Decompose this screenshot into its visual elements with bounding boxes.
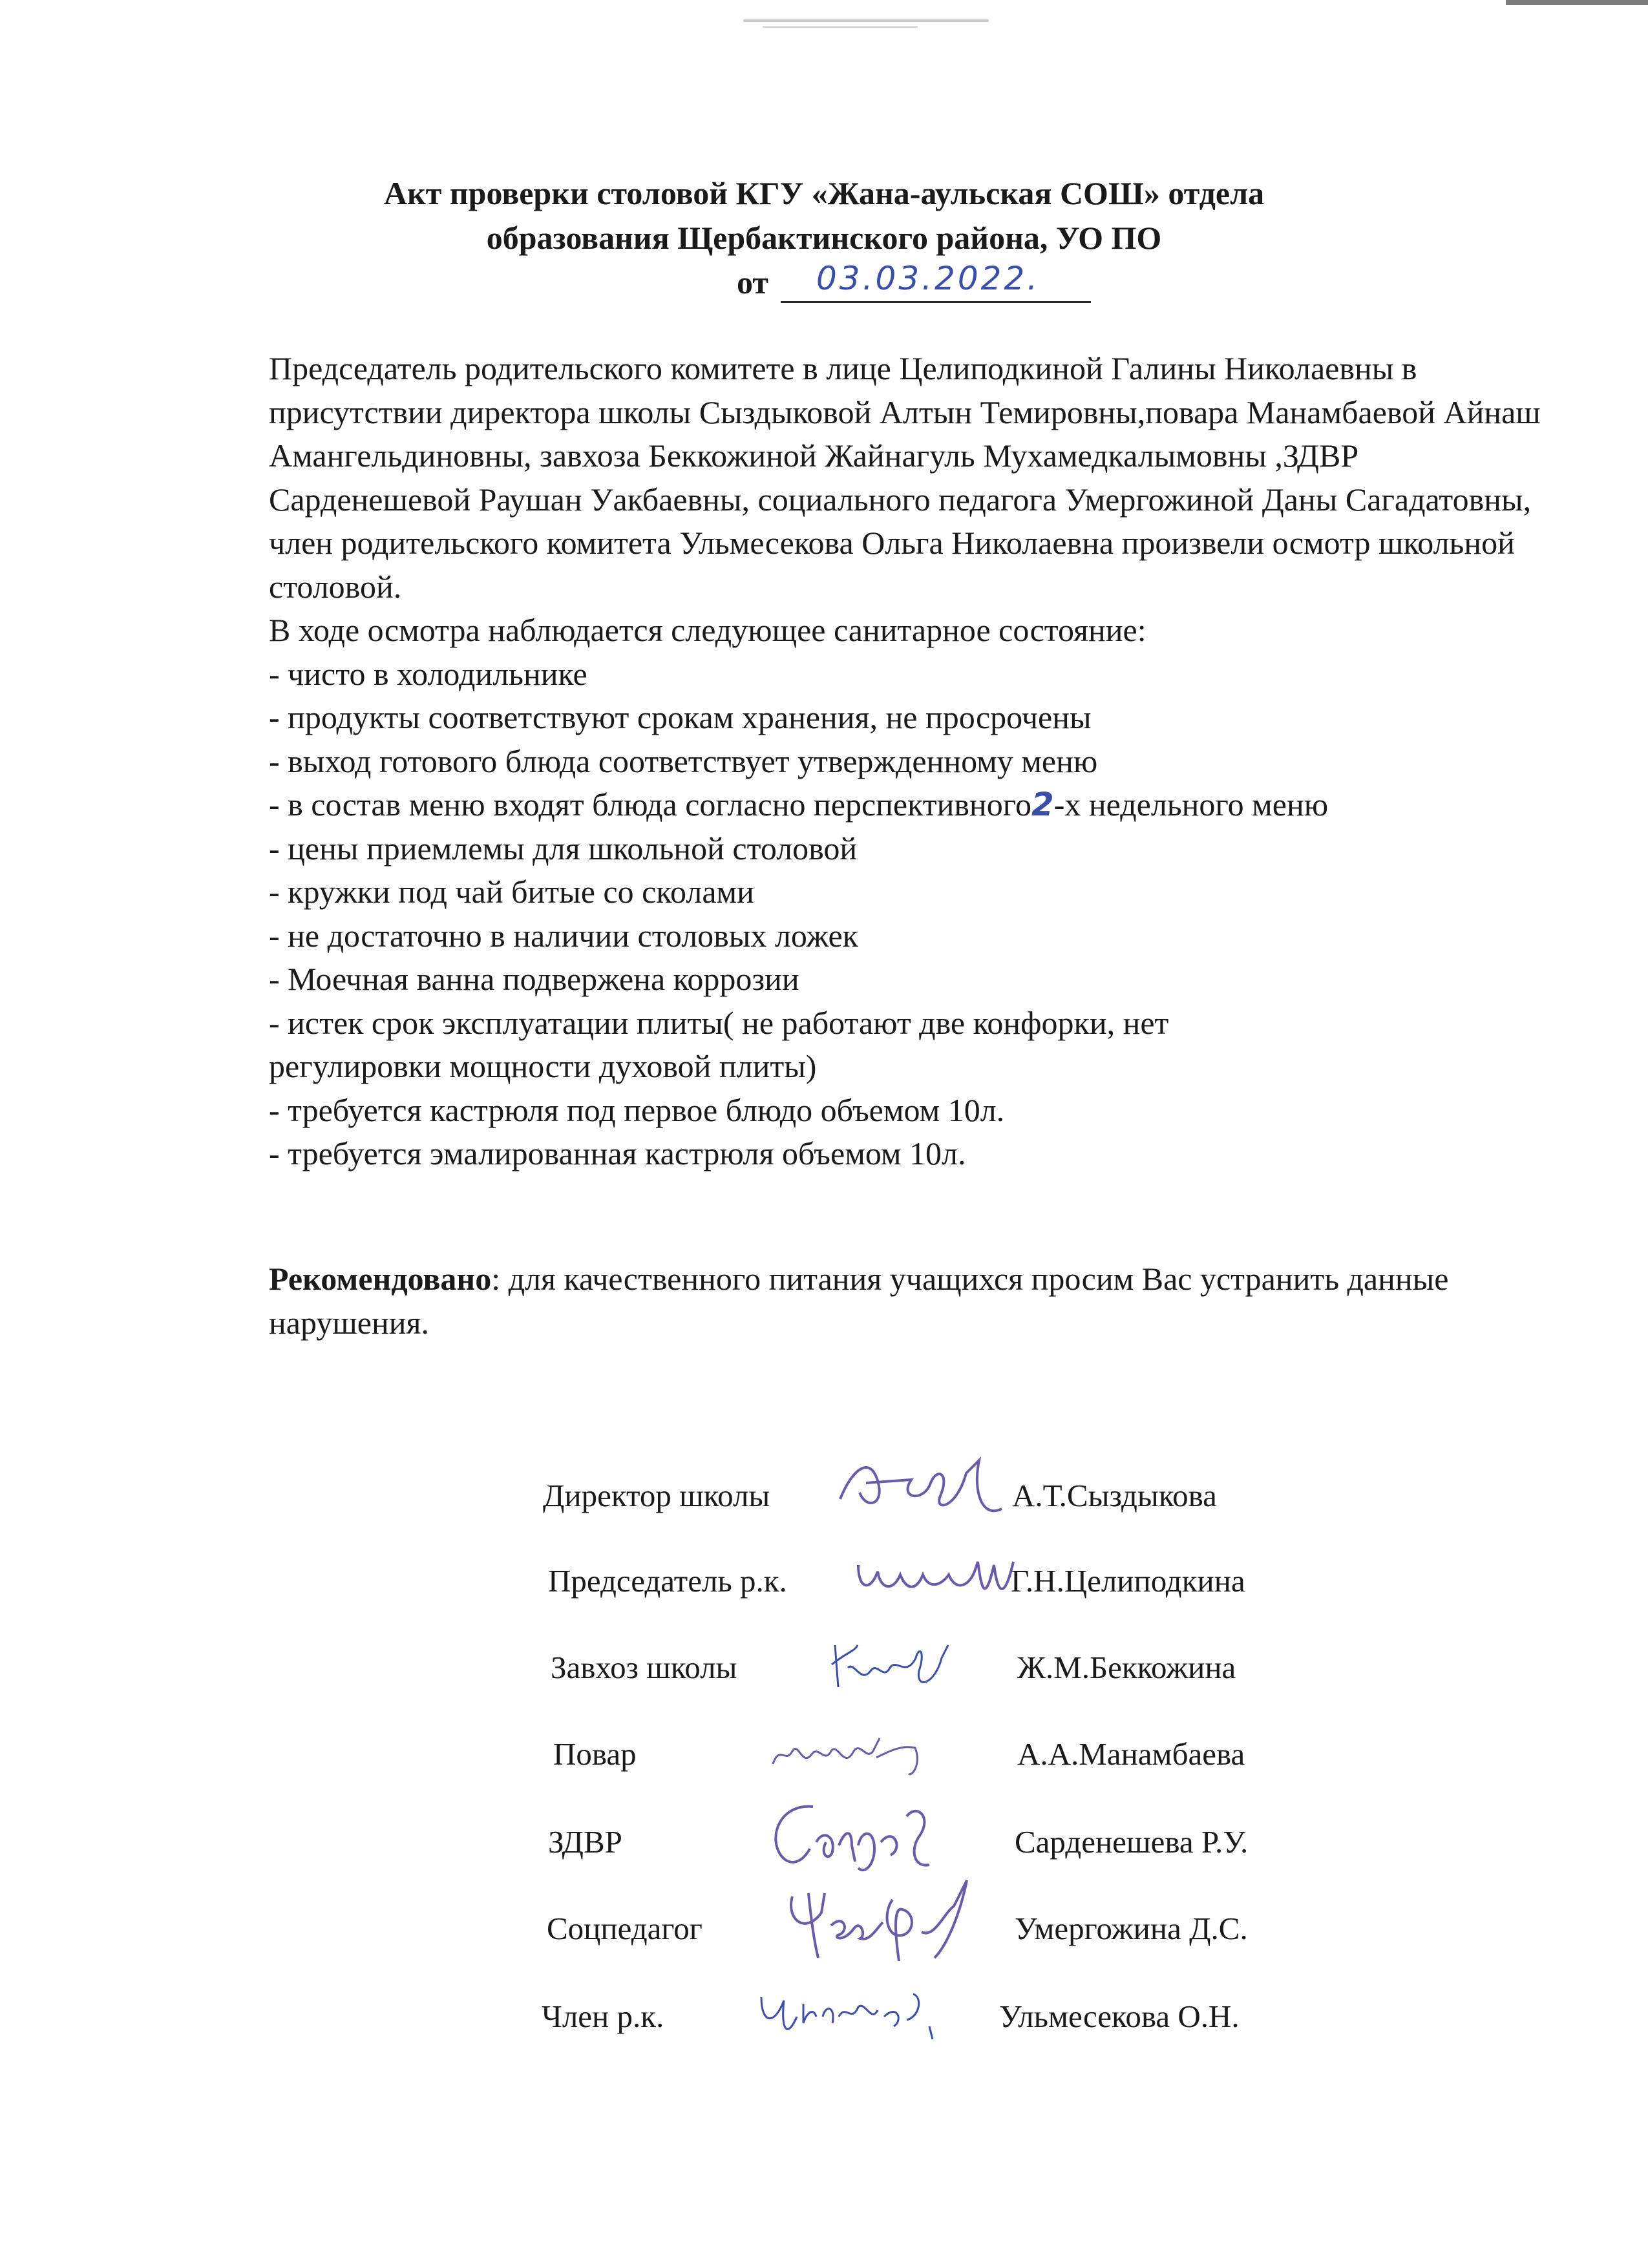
signature-name: Сарденешева Р.У.	[1015, 1824, 1249, 1860]
list-item: - продукты соответствуют срокам хранения, не просрочены	[269, 699, 1092, 735]
signature-name: Г.Н.Целиподкина	[1011, 1563, 1245, 1599]
handwritten-signature	[773, 1874, 993, 1971]
list-item-text: - в состав меню входят блюда согласно перспективного	[269, 786, 1031, 823]
signature-row	[542, 1994, 1317, 2039]
signature-role: Повар	[553, 1736, 637, 1772]
handwritten-signature	[755, 1790, 968, 1881]
signature-role: Председатель р.к.	[548, 1563, 787, 1599]
intro-paragraph: Председатель родительского комитете в лице Целиподкиной Галины Николаевны в присутствии директора школы Сыздыковой Алтын Темировны,повара Манамбаевой Айнаш Амангельдиновны, завхоза Беккожиной Жайнагуль Мухамедкалымовны ,ЗДВР Сарденешевой Раушан Уакбаевны, социального педагога Умергожиной Даны Сагадатовны, член родительского комитета Ульмесекова Ольга Николаевна произвели осмотр школьной столовой.	[269, 350, 1541, 605]
signature-role: Член р.к.	[542, 1999, 664, 2034]
list-item: - требуется кастрюля под первое блюдо объемом 10л.	[269, 1091, 1005, 1128]
scan-edge	[1506, 0, 1648, 5]
signature-row	[547, 1906, 1322, 1951]
signature-name: Ульмесекова О.Н.	[999, 1999, 1240, 2034]
handwritten-signature	[822, 1632, 977, 1697]
document-title-line1: Акт проверки столовой КГУ «Жана-аульская СОШ» отдела	[383, 175, 1265, 211]
observation-line: В ходе осмотра наблюдается следующее санитарное состояние:	[269, 612, 1146, 648]
handwritten-signature	[760, 1725, 941, 1783]
handwritten-signature	[845, 1546, 1033, 1617]
signature-name: Ж.М.Беккожина	[1017, 1650, 1236, 1685]
signature-role: Соцпедагог	[547, 1911, 703, 1946]
signature-role: Директор школы	[543, 1478, 770, 1513]
signature-role: ЗДВР	[548, 1824, 622, 1860]
signature-role: Завхоз школы	[551, 1650, 737, 1685]
signature-row	[543, 1473, 1318, 1518]
signature-row	[548, 1559, 1324, 1604]
date-field	[781, 258, 1091, 303]
recommendation-text: : для качественного питания учащихся просим Вас устранить данные нарушения.	[269, 1261, 1449, 1341]
date-label: от	[737, 264, 768, 300]
signature-row	[553, 1732, 1329, 1777]
signature-row	[551, 1645, 1326, 1690]
list-item: - требуется эмалированная кастрюля объемом 10л.	[269, 1135, 966, 1171]
scan-artifact	[743, 19, 989, 22]
scan-artifact	[763, 26, 918, 28]
handwritten-number: 2	[1031, 786, 1054, 823]
signature-name: А.А.Манамбаева	[1017, 1736, 1245, 1772]
signature-name: Умергожина Д.С.	[1015, 1911, 1248, 1946]
document-title-line2: образования Щербактинского района, УО ПО	[486, 220, 1162, 256]
list-item	[269, 783, 1574, 827]
handwritten-signature	[827, 1447, 1021, 1531]
list-item-suffix: -х недельного меню	[1053, 786, 1329, 823]
document-body	[269, 347, 1574, 1176]
signature-row	[548, 1820, 1324, 1865]
signature-name: А.Т.Сыздыкова	[1012, 1478, 1217, 1513]
recommendation	[269, 1257, 1574, 1345]
list-item: - не достаточно в наличии столовых ложек	[269, 917, 858, 954]
list-item: - выход готового блюда соответствует утвержденному меню	[269, 742, 1098, 779]
recommendation-label: Рекомендовано	[269, 1261, 492, 1297]
list-item: - Моечная ванна подвержена коррозии	[269, 961, 799, 997]
list-item: - цены приемлемы для школьной столовой	[269, 830, 858, 866]
list-item: - кружки под чай битые со сколами	[269, 874, 754, 910]
list-item: - истек срок эксплуатации плиты( не работают две конфорки, нет регулировки мощности духовой плиты)	[269, 1004, 1169, 1084]
handwritten-date: 03.03.2022.	[816, 260, 1041, 297]
list-item: - чисто в холодильнике	[269, 655, 587, 692]
handwritten-signature	[748, 1978, 949, 2049]
